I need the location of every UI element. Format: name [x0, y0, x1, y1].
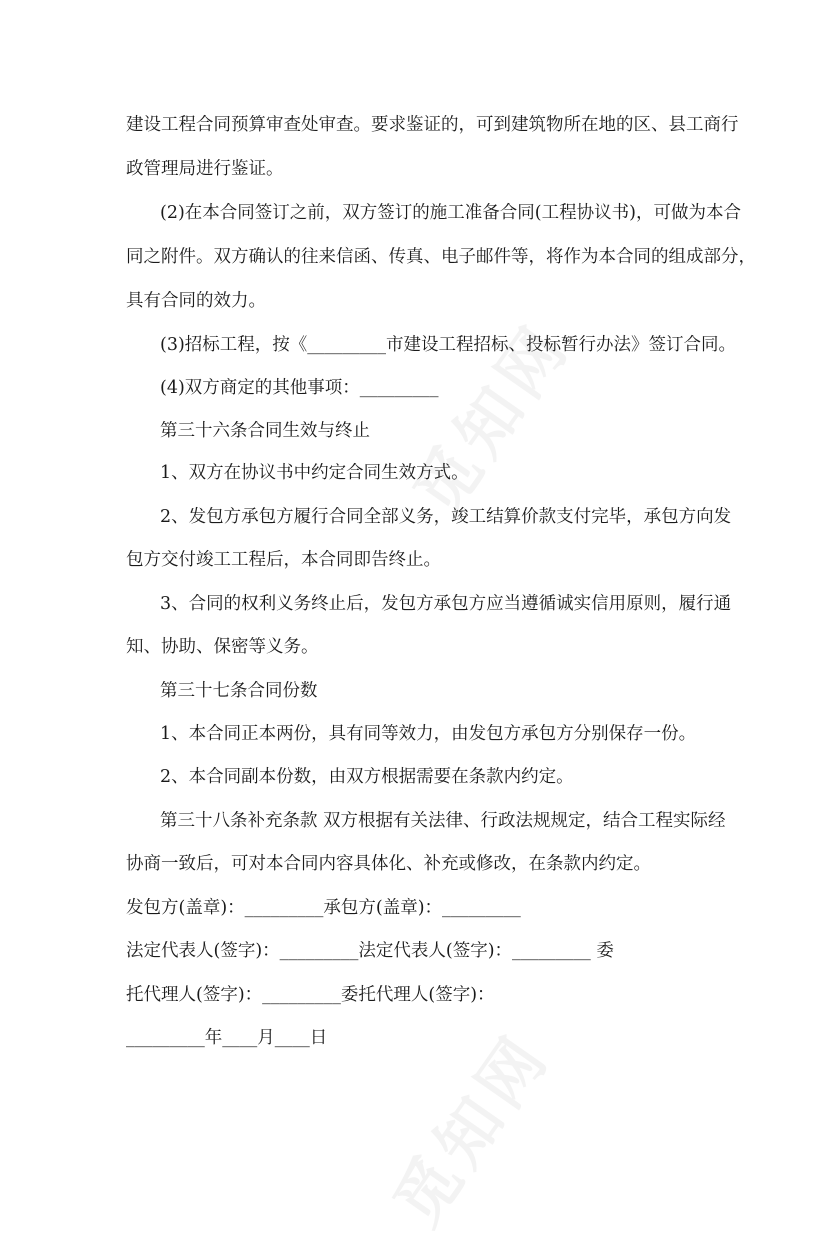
paragraph-line: 政管理局进行鉴证。: [126, 159, 284, 179]
date-line: _________年____月____日: [126, 1028, 328, 1048]
signature-line: 法定代表人(签字)：_________法定代表人(签字)：_________ 委: [126, 941, 614, 961]
watermark: [368, 1011, 567, 1241]
paragraph-line: 1、双方在协议书中约定合同生效方式。: [160, 463, 469, 483]
paragraph-line: 具有合同的效力。: [126, 291, 266, 311]
signature-line: 发包方(盖章)：_________承包方(盖章)：_________: [126, 898, 521, 918]
paragraph-line: 建设工程合同预算审查处审查。要求鉴证的，可到建筑物所在地的区、县工商行: [126, 115, 739, 135]
article-heading: 第三十七条合同份数: [160, 681, 318, 701]
paragraph-line: (3)招标工程，按《_________市建设工程招标、投标暂行办法》签订合同。: [160, 335, 737, 355]
paragraph-line: 2、发包方承包方履行合同全部义务，竣工结算价款支付完毕，承包方向发: [160, 507, 732, 527]
signature-line: 托代理人(签字)：_________委托代理人(签字)：: [126, 985, 495, 1005]
paragraph-line: 协商一致后，可对本合同内容具体化、补充或修改，在条款内约定。: [126, 854, 651, 874]
paragraph-line: (4)双方商定的其他事项：_________: [160, 378, 439, 398]
paragraph-line: (2)在本合同签订之前，双方签订的施工准备合同(工程协议书)，可做为本合: [160, 203, 741, 223]
paragraph-line: 3、合同的权利义务终止后，发包方承包方应当遵循诚实信用原则，履行通: [160, 594, 732, 614]
paragraph-line: 知、协助、保密等义务。: [126, 637, 319, 657]
paragraph-line: 包方交付竣工工程后，本合同即告终止。: [126, 550, 441, 570]
article-heading: 第三十六条合同生效与终止: [160, 421, 370, 441]
paragraph-line: 2、本合同副本份数，由双方根据需要在条款内约定。: [160, 767, 574, 787]
paragraph-line: 1、本合同正本两份，具有同等效力，由发包方承包方分别保存一份。: [160, 724, 697, 744]
paragraph-line: 第三十八条补充条款 双方根据有关法律、行政法规规定，结合工程实际经: [160, 811, 726, 831]
paragraph-line: 同之附件。双方确认的往来信函、传真、电子邮件等，将作为本合同的组成部分，: [126, 247, 756, 267]
